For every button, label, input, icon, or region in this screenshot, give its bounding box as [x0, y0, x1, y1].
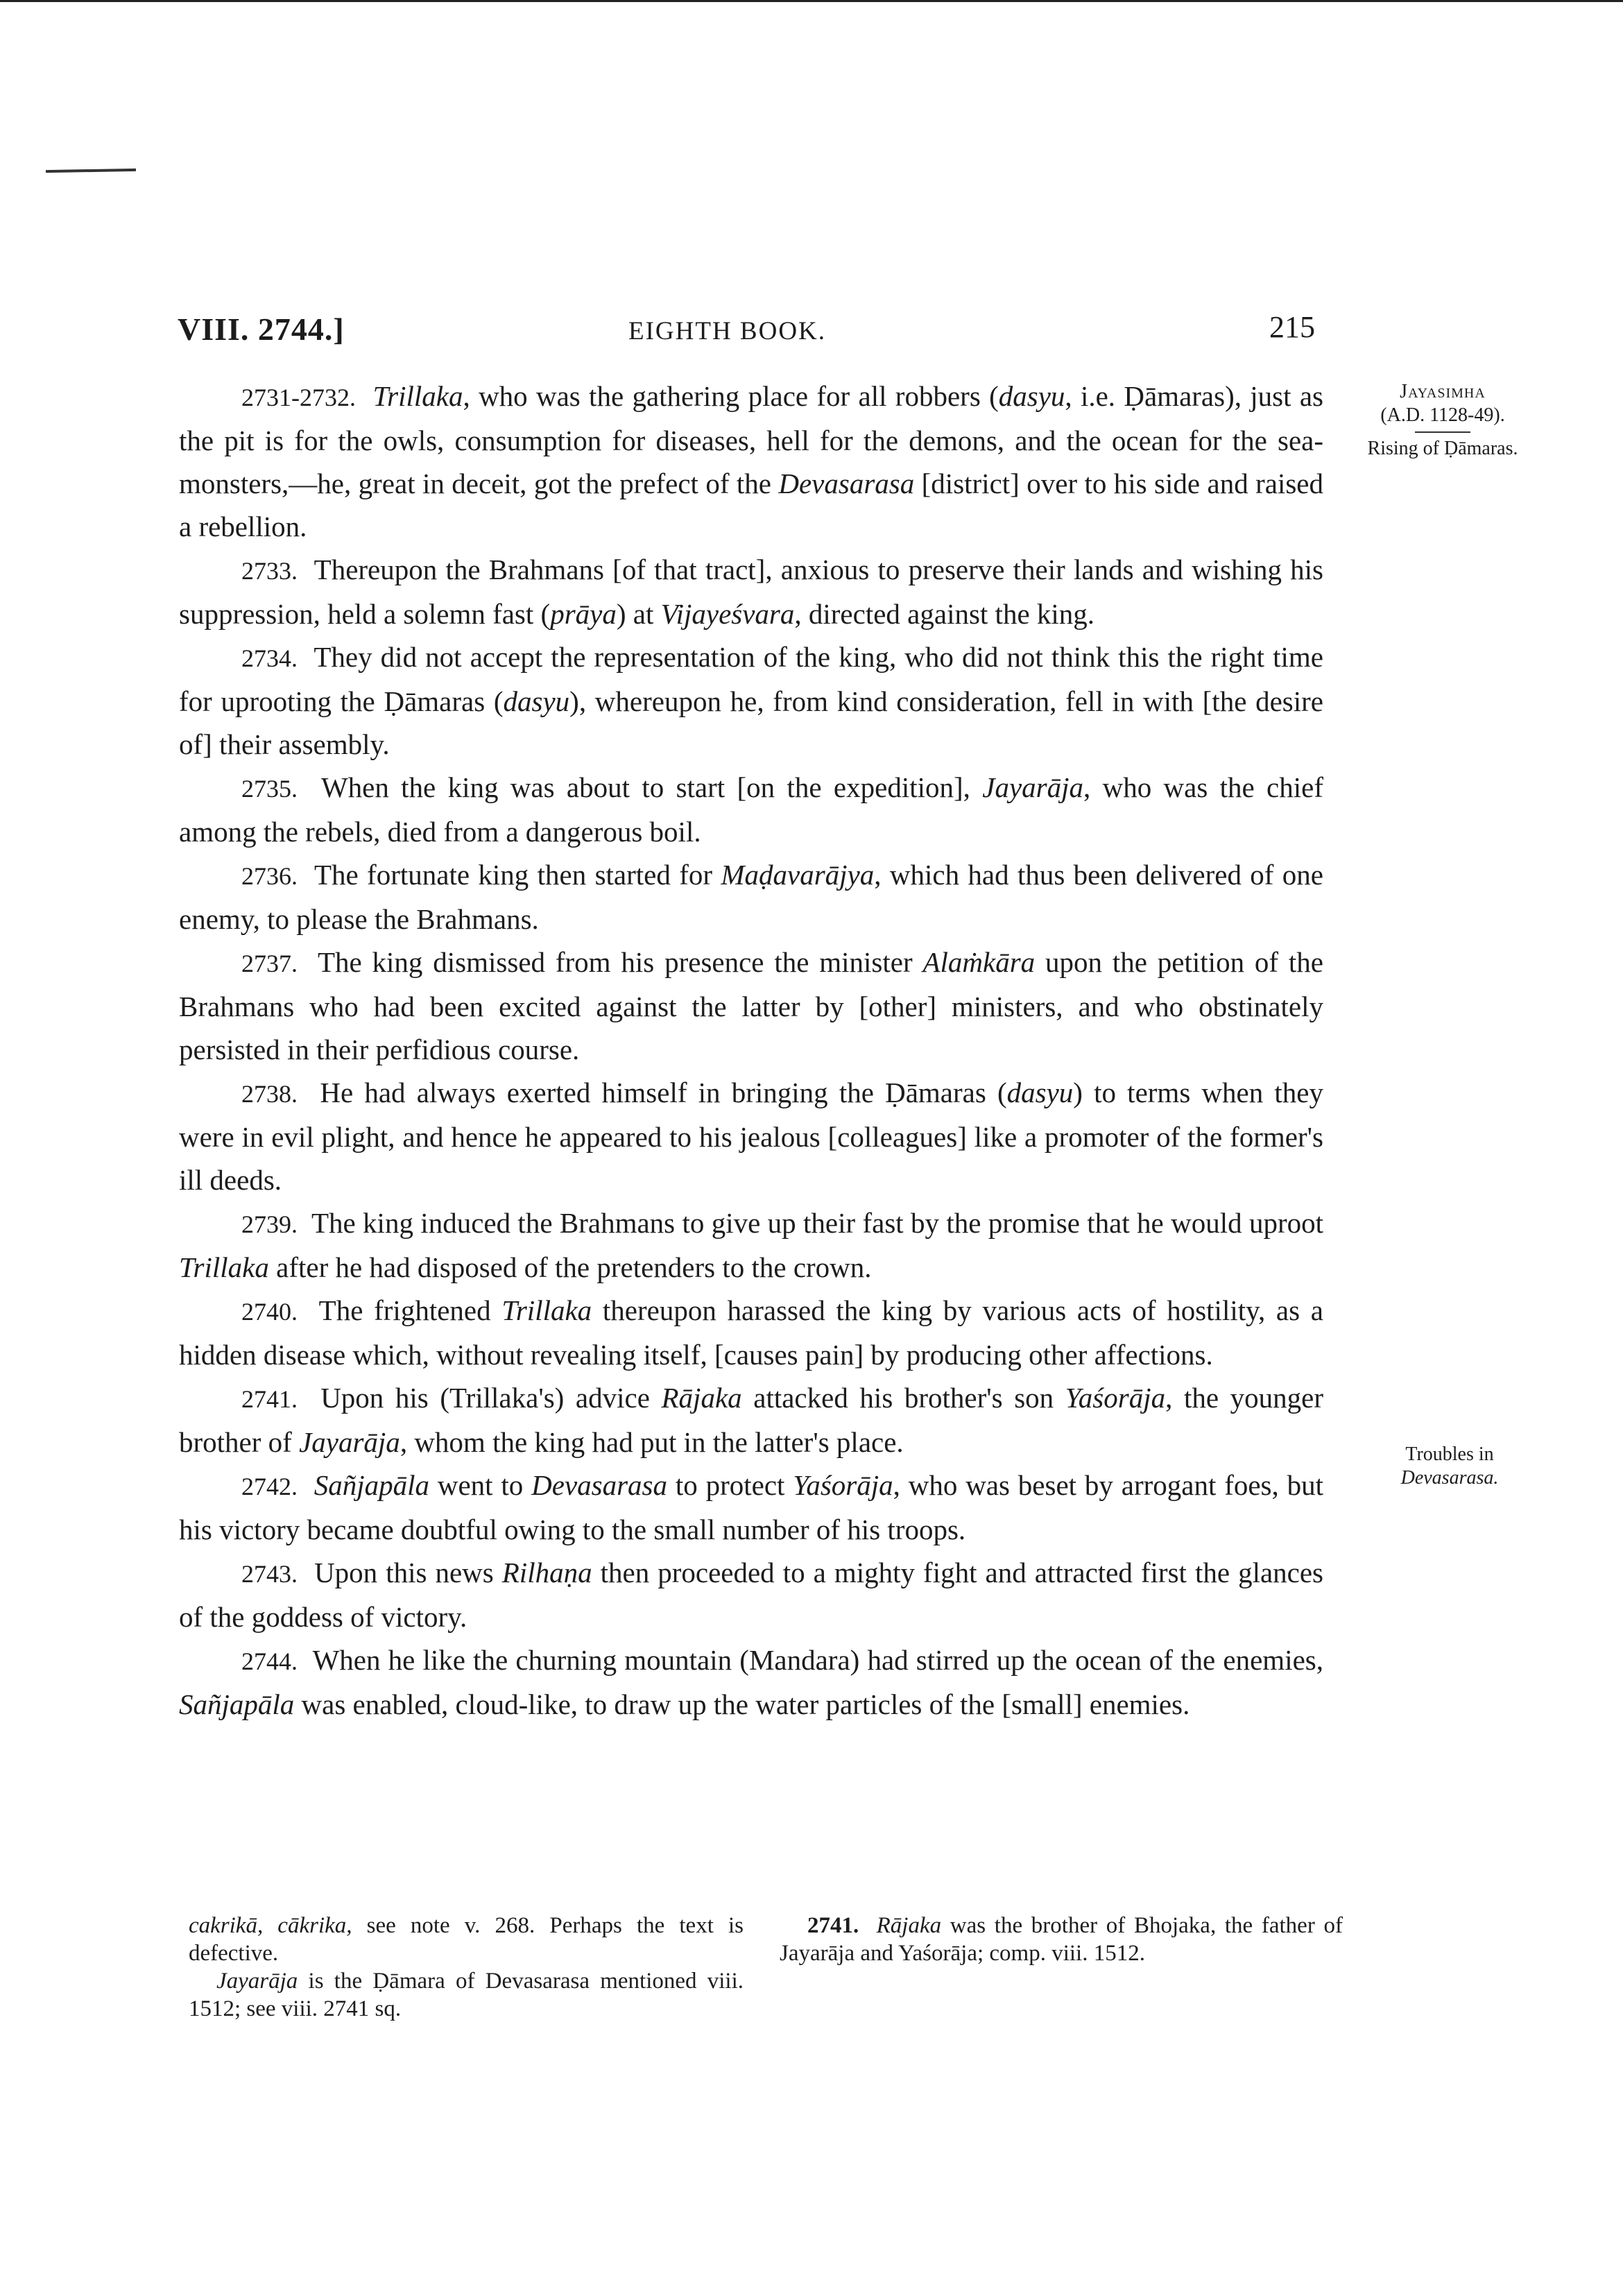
- verse-text: then proceeded to a mighty fight and attracted first the glances of the goddess of victory.: [179, 1557, 1324, 1633]
- verse-text: Upon his (Trillaka's) advice: [320, 1382, 662, 1414]
- footnote-text: see note v. 268. Perhaps the text is defective.: [189, 1913, 744, 1966]
- footnote-text: cakrikā, cākrika,: [189, 1913, 352, 1938]
- verse-text: The king induced the Brahmans to give up their fast by the promise that he would uproot: [311, 1207, 1324, 1239]
- verse-text: Vijayeśvara: [660, 598, 795, 630]
- verse-number: 2736.: [241, 862, 298, 890]
- side-note-troubles: [1373, 1443, 1526, 1490]
- verse-text: Sañjapāla: [314, 1469, 429, 1501]
- side-note-reign-title: Jayasimha: [1400, 381, 1486, 402]
- verse-text: Sañjapāla: [179, 1688, 295, 1720]
- verse-number: 2737.: [241, 950, 298, 977]
- verse-paragraph: [179, 1551, 1323, 1638]
- verse-number: 2742.: [241, 1473, 298, 1500]
- side-note-reign: [1359, 380, 1526, 461]
- footnote-jayaraja: [189, 1967, 744, 2023]
- footnote-number: 2741.: [807, 1913, 859, 1938]
- side-note-troubles-line1: Troubles in: [1405, 1443, 1494, 1465]
- verse-number: 2735.: [241, 775, 298, 803]
- verse-paragraph: [179, 1638, 1323, 1726]
- verse-text: ), whereupon he, from kind consideration, fell in with [the desire of] their assembly.: [179, 685, 1324, 760]
- verse-text: Yaśorāja: [793, 1469, 893, 1501]
- verse-text: , whom the king had put in the latter's place.: [400, 1426, 904, 1458]
- verse-number: 2739.: [241, 1210, 298, 1238]
- footnote-cakrika: [189, 1912, 744, 1967]
- verse-number: 2743.: [241, 1560, 298, 1588]
- verse-text: was enabled, cloud-like, to draw up the water particles of the [small] enemies.: [294, 1688, 1190, 1720]
- verse-text: The king dismissed from his presence the minister: [317, 946, 923, 978]
- verse-paragraph: [179, 1289, 1323, 1376]
- verse-text: , directed against the king.: [794, 598, 1095, 630]
- running-head-reference: VIII. 2744.]: [178, 311, 345, 347]
- verse-number: 2731-2732.: [241, 384, 356, 411]
- verse-text: When he like the churning mountain (Mandara) had stirred up the ocean of the enemies,: [312, 1644, 1323, 1676]
- verse-paragraph: [179, 1464, 1323, 1551]
- side-note-rising: Rising of Ḍāmaras.: [1367, 438, 1518, 459]
- verse-text: Trillaka: [179, 1251, 269, 1283]
- verse-number: 2733.: [241, 557, 298, 585]
- verse-number: 2744.: [241, 1647, 298, 1675]
- footnotes-left-column: [189, 1912, 744, 2023]
- verse-paragraph: [179, 853, 1323, 941]
- verse-text: The fortunate king then started for: [314, 859, 721, 891]
- verse-text: When the king was about to start [on the expedition],: [320, 771, 983, 803]
- verse-text: prāya: [550, 598, 617, 630]
- verse-text: , which had thus been delivered of one enemy, to please the Brahmans.: [179, 859, 1323, 935]
- verse-text: Yaśorāja: [1065, 1382, 1166, 1414]
- verse-text: , the younger brother of: [179, 1382, 1323, 1458]
- verse-text: , who was beset by arrogant foes, but his victory became doubtful owing to the small number of his troops.: [179, 1469, 1323, 1545]
- verse-text: Upon this news: [314, 1557, 502, 1588]
- footnote-2741: [780, 1912, 1343, 1967]
- verse-paragraph: [179, 941, 1323, 1071]
- verse-text: dasyu: [998, 380, 1065, 412]
- verse-text: , i.e. Ḍāmaras), just as the pit is for the owls, consumption for diseases, hell for the demons, and the ocean for the sea-monsters,—he, great in deceit, got the prefect of the: [179, 380, 1323, 499]
- verse-number: 2741.: [241, 1385, 298, 1413]
- verse-text: ) to terms when they were in evil plight, and hence he appeared to his jealous [colleagues] like a promoter of the former's ill deeds.: [179, 1077, 1324, 1196]
- verse-text: dasyu: [503, 685, 570, 717]
- footnote-text: was the brother of Bhojaka, the father of Jayarāja and Yaśorāja; comp. viii. 1512.: [780, 1913, 1343, 1966]
- verse-text: attacked his brother's son: [741, 1382, 1065, 1414]
- verse-text: Jayarāja: [982, 771, 1083, 803]
- verse-text: Devasarasa: [531, 1469, 668, 1501]
- footnote-text: Rājaka: [876, 1913, 942, 1938]
- verse-paragraph: [179, 635, 1323, 766]
- verse-text: to protect: [667, 1469, 793, 1501]
- verse-text: , who was the gathering place for all robbers (: [463, 380, 999, 412]
- verse-text: He had always exerted himself in bringing the Ḍāmaras (: [320, 1077, 1007, 1108]
- verse-text: Devasarasa: [778, 468, 915, 499]
- side-note-divider: [1415, 431, 1470, 433]
- footnote-text: Jayarāja: [216, 1969, 298, 1994]
- footnote-text: is the Ḍāmara of Devasarasa mentioned viii. 1512; see viii. 2741 sq.: [189, 1969, 744, 2021]
- side-note-troubles-line2: Devasarasa.: [1400, 1467, 1499, 1489]
- verse-text: after he had disposed of the pretenders to the crown.: [268, 1251, 872, 1283]
- verse-text: Trillaka: [372, 380, 463, 412]
- verse-paragraph: [179, 1071, 1323, 1201]
- verse-text: Thereupon the Brahmans [of that tract], anxious to preserve their lands and wishing his suppression, held a solemn fast (: [179, 554, 1323, 630]
- page-top-border: [0, 0, 1623, 2]
- page-number: 215: [1269, 310, 1315, 344]
- verse-text: ) at: [616, 598, 661, 630]
- verse-text: Trillaka: [501, 1294, 592, 1326]
- verse-text: They did not accept the representation of the king, who did not think this the right time for uprooting the Ḍāmaras (: [179, 641, 1323, 717]
- verse-paragraph: [179, 1376, 1323, 1464]
- verse-text: [district] over to his side and raised a rebellion.: [179, 468, 1323, 542]
- running-head-title: EIGHTH BOOK.: [628, 317, 827, 345]
- footnotes-right-column: [780, 1912, 1343, 1967]
- verse-text: Rājaka: [661, 1382, 742, 1414]
- verse-text: , who was the chief among the rebels, died from a dangerous boil.: [179, 771, 1324, 848]
- verse-text: The frightened: [318, 1294, 502, 1326]
- side-note-reign-dates: (A.D. 1128-49).: [1380, 404, 1505, 426]
- margin-pen-mark: [46, 169, 136, 173]
- verse-text: Maḍavarājya: [721, 859, 875, 891]
- verse-paragraph: [179, 1201, 1323, 1289]
- verse-paragraph: [179, 766, 1323, 853]
- verse-paragraph: [179, 548, 1323, 635]
- verse-number: 2738.: [241, 1080, 298, 1108]
- verse-number: 2734.: [241, 644, 298, 672]
- main-text: [179, 375, 1323, 1726]
- verse-text: Rilhaṇa: [501, 1557, 592, 1588]
- verse-number: 2740.: [241, 1298, 298, 1326]
- verse-text: upon the petition of the Brahmans who had been excited against the latter by [other] ministers, and who obstinately persisted in their perfidious course.: [179, 946, 1323, 1065]
- verse-text: Alaṁkāra: [922, 946, 1036, 978]
- verse-text: went to: [429, 1469, 532, 1501]
- verse-text: Jayarāja: [299, 1426, 400, 1458]
- verse-text: dasyu: [1006, 1077, 1074, 1108]
- verse-paragraph: [179, 375, 1323, 548]
- verse-text: thereupon harassed the king by various acts of hostility, as a hidden disease which, without revealing itself, [causes pain] by producing other affections.: [179, 1294, 1323, 1371]
